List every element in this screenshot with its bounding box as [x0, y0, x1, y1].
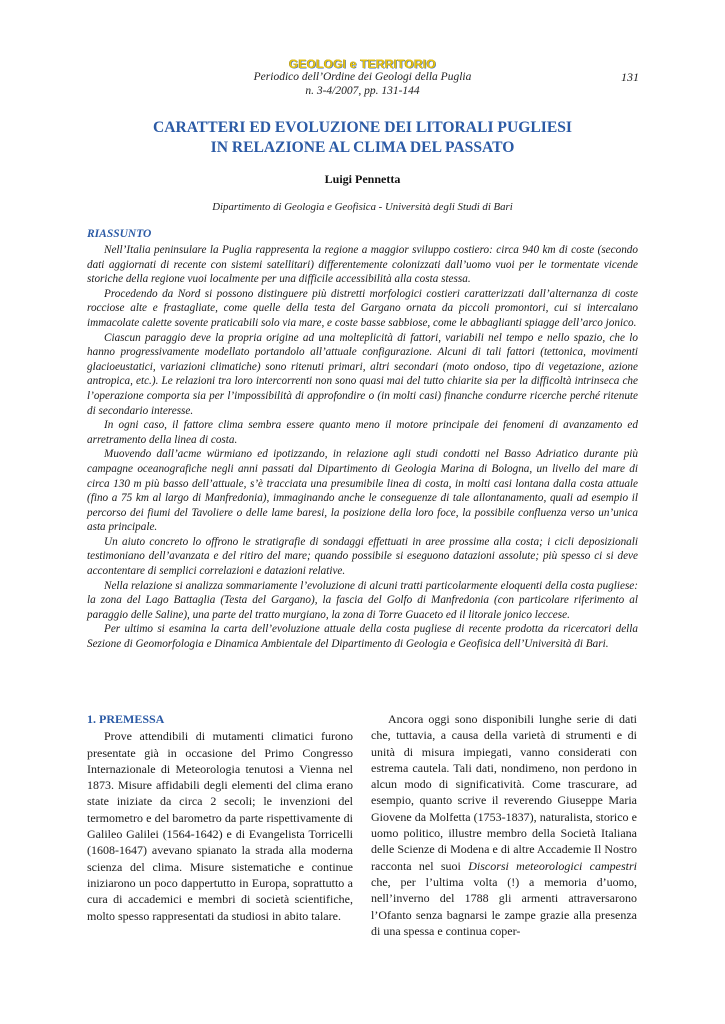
journal-issue: n. 3-4/2007, pp. 131-144 [305, 85, 420, 97]
abstract-paragraph: Per ultimo si esamina la carta dell’evoluzione attuale della costa pugliese di recente prodotta da ricercatori della Sezione di Geomorfologia e Dinamica Ambientale del Dipartimento di Geologia e Geofisica dell’Università di Bari. [87, 623, 638, 651]
abstract-paragraph: Nell’Italia peninsulare la Puglia rappresenta la regione a maggior sviluppo costiero: circa 940 km di coste (secondo dati aggiornati di recente con sistemi satellitari) differentemente colonizzati dall’uomo vuoi per le tormentate vicende storiche della regione vuoi localmente per una difficile accessibilità alla costa stessa. [87, 244, 638, 286]
article-title [0, 118, 725, 158]
author-name: Luigi Pennetta [324, 172, 401, 186]
body-paragraph [371, 711, 637, 939]
body-text: che, per l’ultima volta (!) a memoria d’uomo, nell’inverno del 1788 gli armenti attraversarono l’Ofanto senza bagnarsi le zampe grazie alla presenza di una spessa e continua coper- [371, 874, 637, 938]
abstract-paragraph: Procedendo da Nord si possono distinguere più distretti morfologici costieri caratterizzati dall’alternanza di coste rocciose alte e frastagliate, come quelle della testa del Gargano ornata da piccoli promontori, cui si intercalano immacolate calette sovente praticabili solo via mare, e coste basse sabbiose, come le abbaglianti spiagge dell’arco jonico. [87, 287, 638, 329]
title-line-2: IN RELAZIONE AL CLIMA DEL PASSATO [210, 139, 515, 156]
body-column-left [87, 711, 353, 924]
abstract-paragraph: Muovendo dall’acme würmiano ed ipotizzando, in relazione agli studi condotti nel Basso Adriatico durante più campagne oceanografiche negli anni passati dal Dipartimento di Geologia Marina di Bologna, un livello del mare di circa 130 m più basso dell’attuale, s’è tracciata una presumibile linea di costa, in molti casi lontana dalla costa attuale (fino a 75 km al largo di Manfredonia), immaginando anche le conseguenze di tale allontanamento, quali ad esempio il percorso dei fiumi del Tavoliere o delle lame baresi, la posizione della loro foce, la possibile confluenza verso un’unica asta principale. [87, 448, 638, 534]
abstract-heading: RIASSUNTO [87, 228, 152, 240]
abstract-body [87, 243, 638, 652]
title-line-1: CARATTERI ED EVOLUZIONE DEI LITORALI PUGLIESI [153, 119, 572, 136]
abstract-paragraph: Ciascun paraggio deve la propria origine ad una molteplicità di fattori, variabili nel tempo e nello spazio, che lo hanno progressivamente modellato portandolo all’attuale configurazione. Alcuni di tali fattori (tettonica, movimenti glacioeustatici, variazioni climatiche) sono ritenuti primari, altri secondari (moto ondoso, tipo di vegetazione, azione antropica, etc.). Le relazioni tra loro intercorrenti non sono quasi mai del tutto chiarite sia per la difficoltà intrinseca che l’operazione comporta sia per l’impossibilità di approfondire o (in molti casi) finanche condurre ricerche perché ritenute di secondario interesse. [87, 331, 638, 417]
journal-name: GEOLOGI e TERRITORIO [288, 57, 437, 71]
page-number: 131 [621, 70, 639, 84]
body-paragraph: Prove attendibili di mutamenti climatici furono presentate già in occasione del Primo Congresso Internazionale di Meteorologia tenutosi a Vienna nel 1873. Misure affidabili degli elementi del clima erano state iniziate da circa 2 secoli; le invenzioni del termometro e del barometro da parte rispettivamente di Galileo Galilei (1564-1642) e di Evangelista Torricelli (1608-1647) avevano spianato la strada alla moderna scienza del clima. Misure sistematiche e continue iniziarono un poco dappertutto in Europa, soprattutto a cura di accademici e membri di società scientifiche, molto spesso rappresentati da studiosi in abito talare. [87, 729, 353, 923]
author-affiliation: Dipartimento di Geologia e Geofisica - Università degli Studi di Bari [212, 201, 513, 213]
abstract-paragraph: Nella relazione si analizza sommariamente l’evoluzione di alcuni tratti particolarmente eloquenti della costa pugliese: la zona del Lago Battaglia (Testa del Gargano), la fascia del Golfo di Manfredonia (con particolare riferimento al paraggio delle Saline), una parte del tratto murgiano, la zona di Torre Guaceto ed il litorale jonico leccese. [87, 579, 638, 621]
journal-subtitle: Periodico dell’Ordine dei Geologi della Puglia [253, 71, 472, 83]
book-title: Discorsi meteorologici campestri [468, 858, 637, 873]
abstract-paragraph: Un aiuto concreto lo offrono le stratigrafie di sondaggi effettuati in aree prossime alla costa; i cicli deposizionali testimoniano dell’avanzata e del ritiro del mare; quando possibile si eseguono datazioni assolute; più spesso ci si deve accontentare di semplici correlazioni e datazioni relative. [87, 535, 638, 578]
section-heading: 1. PREMESSA [87, 712, 165, 726]
body-text: Ancora oggi sono disponibili lunghe serie di dati che, tuttavia, a causa della varietà di strumenti e di unità di misura impiegati, vanno considerati con estrema cautela. Tali dati, nondimeno, non perdono in alcun modo di significatività. Come trascurare, ad esempio, quanto scrive il reverendo Giuseppe Maria Giovene da Molfetta (1753-1837), naturalista, storico e uomo politico, illustre membro della Società Italiana delle Scienze di Modena e di altre Accademie Il Nostro racconta nel suoi [371, 712, 637, 873]
body-column-right [371, 711, 637, 939]
abstract-paragraph: In ogni caso, il fattore clima sembra essere quanto meno il motore principale dei fenomeni di avanzamento ed arretramento della linea di costa. [87, 419, 638, 446]
